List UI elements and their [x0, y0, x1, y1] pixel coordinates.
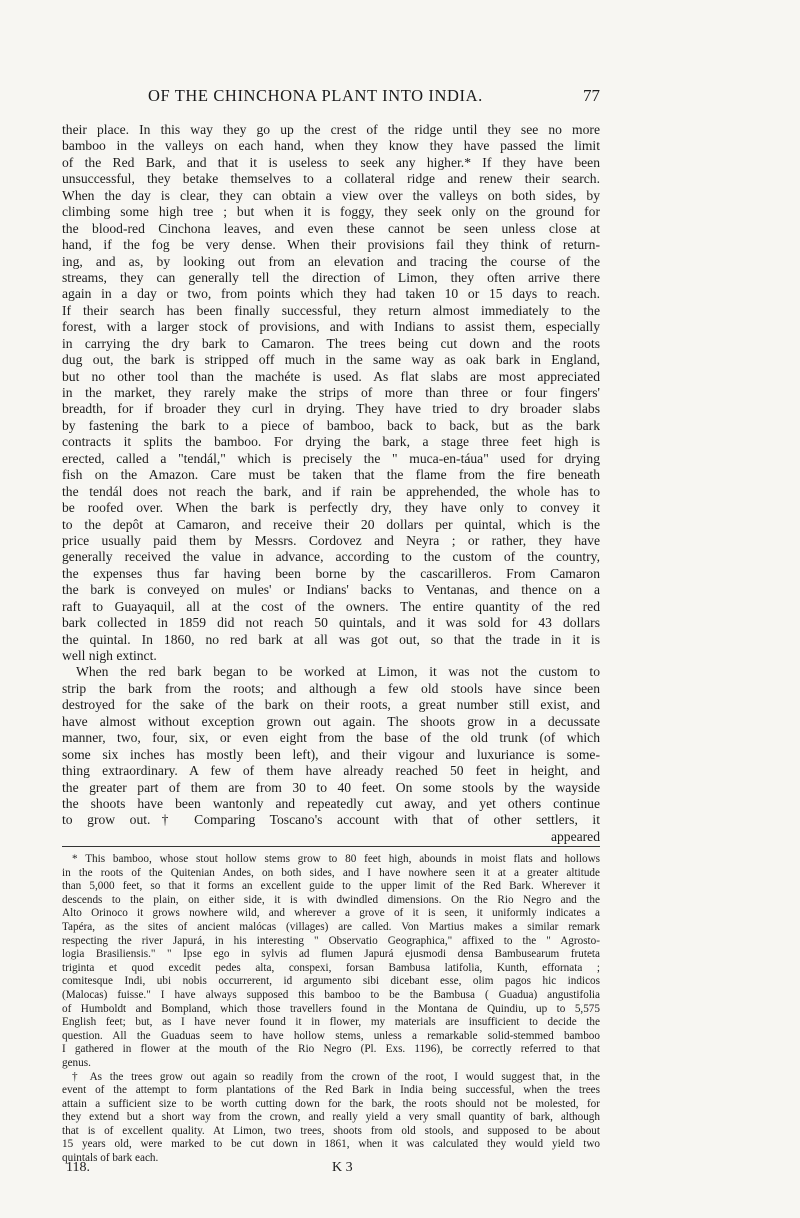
body-line: erected, called a "tendál," which is precisely the " muca-en-táua" used for drying — [62, 450, 600, 466]
body-line: strip the bark from the roots; and although a few old stools have since been — [62, 680, 600, 696]
footnote-line: comitesque Indi, ubi nobis occurrerent, id argumento sibi dicebant esse, olim pagos hic indicos — [62, 975, 600, 988]
footnote-line: English feet; but, as I have never found it in flower, my materials are insufficient to decide the — [62, 1016, 600, 1029]
page-number: 77 — [583, 86, 600, 105]
body-text — [62, 122, 600, 845]
body-line: raft to Guayaquil, all at the cost of the owners. The entire quantity of the red — [62, 598, 600, 614]
body-line: breadth, for if broader they curl in drying. They have tried to dry broader slabs — [62, 401, 600, 417]
body-line: some six inches has mostly been left), and their vigour and luxuriance is some- — [62, 746, 600, 762]
footnote-line: Tapéra, as the sites of ancient malócas (villages) are called. Von Martius makes a similar remark — [62, 920, 600, 933]
body-line: climbing some high tree ; but when it is foggy, they seek only on the ground for — [62, 204, 600, 220]
footnote-line: of Humboldt and Bompland, which those travellers found in the Montana de Quindiu, up to 5,575 — [62, 1002, 600, 1015]
body-line: the shoots have been wantonly and repeatedly cut away, and yet others continue — [62, 795, 600, 811]
body-line: fish on the Amazon. Care must be taken that the flame from the fire beneath — [62, 467, 600, 483]
body-line: be roofed over. When the bark is perfectly dry, they have only to convey it — [62, 500, 600, 516]
footnote-line: they extend but a short way from the crown, and really yield a very small quantity of bark, although — [62, 1111, 600, 1124]
body-line: ing, and as, by looking out from an elevation and tracing the course of the — [62, 253, 600, 269]
body-line: dug out, the bark is stripped off much in the same way as oak bark in England, — [62, 352, 600, 368]
body-line: price usually paid them by Messrs. Cordovez and Neyra ; or rather, they have — [62, 532, 600, 548]
body-line: the blood-red Cinchona leaves, and even these cannot be seen unless close at — [62, 220, 600, 236]
footnote-line: that is of excellent quality. At Limon, two trees, shoots from old stools, and supposed to be about — [62, 1124, 600, 1137]
footnote-line: I gathered in flower at the mouth of the Rio Negro (Pl. Exs. 1196), be correctly referred to that — [62, 1043, 600, 1056]
body-line: unsuccessful, they betake themselves to a collateral ridge and renew their search. — [62, 171, 600, 187]
footnote-line: quintals of bark each. — [62, 1152, 159, 1165]
body-line: the greater part of them are from 30 to 40 feet. On some stools by the wayside — [62, 779, 600, 795]
footnote-line: question. All the Guaduas seem to have hollow stems, unless a remarkable solid-stemmed bamboo — [62, 1029, 600, 1042]
body-line: in the market, they rarely make the strips of more than three or four fingers' — [62, 385, 600, 400]
body-line: hand, if the fog be very dense. When their provisions fail they think of return- — [62, 237, 600, 253]
body-line: forest, with a larger stock of provisions, and with Indians to assist them, especially — [62, 319, 600, 335]
body-line: in carrying the dry bark to Camaron. The trees being cut down and the roots — [62, 335, 600, 351]
signature-gathering: K 3 — [332, 1160, 353, 1175]
footnote-line: attain a sufficient size to be worth cutting down for the bark, the roots should not be molested, for — [62, 1097, 600, 1110]
body-line: appeared — [550, 828, 600, 844]
body-line: of the Red Bark, and that it is useless to seek any higher.* If they have been — [62, 154, 600, 170]
footnote-line: 15 years old, were marked to be cut down in 1861, when it was calculated they would yield two — [62, 1138, 600, 1151]
page-footer — [0, 1160, 800, 1178]
body-line: the quintal. In 1860, no red bark at all was got out, so that the trade in it is — [62, 631, 600, 647]
footnote-line: event of the attempt to form plantations of the Red Bark in India being successful, when the trees — [62, 1084, 600, 1097]
footnote-line: triginta et quod excedit pedes alta, conspexi, forsan Bambusa latifolia, Kunth, effornata ; — [62, 961, 600, 974]
footnote-line: * This bamboo, whose stout hollow stems grow to 80 feet high, abounds in moist flats and hollows — [72, 853, 600, 865]
footnote-line: than 5,000 feet, so that it forms an excellent guide to the upper limit of the Red Bark. Wherever it — [62, 880, 600, 893]
body-line: streams, they can generally tell the direction of Limon, they often arrive there — [62, 269, 600, 285]
body-line: well nigh extinct. — [62, 648, 157, 663]
body-line: When the day is clear, they can obtain a view over the valleys on both sides, by — [62, 187, 600, 203]
body-line: thing extraordinary. A few of them have already reached 50 feet in height, and — [62, 763, 600, 779]
body-line: bamboo in the valleys on each hand, when they know they have passed the limit — [62, 138, 600, 154]
body-line: again in a day or two, from points which they had taken 10 or 15 days to reach. — [62, 286, 600, 302]
body-line: their place. In this way they go up the crest of the ridge until they see no more — [62, 122, 600, 137]
running-title: OF THE CHINCHONA PLANT INTO INDIA. — [148, 86, 483, 105]
footnote-line: respecting the river Japurá, in his interesting " Observatio Geographica," affixed to the " Agrosto- — [62, 934, 600, 947]
body-line: destroyed for the sake of the bark on their roots, a great number still exist, and — [62, 697, 600, 713]
footnote-line: descends to the plain, on either side, it is with dwindled dimensions. On the Rio Negro and the — [62, 893, 600, 906]
signature-mark: 118. — [66, 1160, 90, 1175]
body-line: to grow out.† Comparing Toscano's account with that of other settlers, it — [62, 812, 600, 828]
footnotes — [62, 853, 600, 1166]
body-line: to the depôt at Camaron, and receive their 20 dollars per quintal, which is the — [62, 516, 600, 532]
body-line: bark collected in 1859 did not reach 50 quintals, and it was sold for 43 dollars — [62, 615, 600, 631]
footnote-line: † As the trees grow out again so readily from the crown of the root, I would suggest that, in the — [72, 1070, 600, 1083]
body-line: the tendál does not reach the bark, and if rain be apprehended, the whole has to — [62, 483, 600, 499]
footnote-line: Alto Orinoco it grows nowhere wild, and wherever a grove of it is seen, it uniformly indicates a — [62, 907, 600, 920]
body-line: When the red bark began to be worked at Limon, it was not the custom to — [76, 664, 600, 680]
body-line: the expenses thus far having been borne by the cascarilleros. From Camaron — [62, 565, 600, 581]
page-header — [0, 86, 800, 108]
body-line: If their search has been finally successful, they return almost immediately to the — [62, 302, 600, 318]
body-line: the bark is conveyed on mules' or Indians' backs to Ventanas, and thence on a — [62, 582, 600, 598]
footnote-line: genus. — [62, 1056, 91, 1069]
body-line: have almost without exception grown out again. The shoots grow in a decussate — [62, 713, 600, 729]
body-line: generally received the value in advance, according to the custom of the country, — [62, 549, 600, 565]
body-line: contracts it splits the bamboo. For drying the bark, a stage three feet high is — [62, 434, 600, 450]
body-line: manner, two, four, six, or even eight from the base of the old trunk (of which — [62, 730, 600, 746]
body-line: but no other tool than the machéte is used. As flat slabs are most appreciated — [62, 368, 600, 384]
body-line: by fastening the bark to a piece of bamboo, back to back, but as the bark — [62, 417, 600, 433]
footnote-line: (Malocas) fuisse." I have always supposed this bamboo to be the Bambusa ( Guadua) angustifolia — [62, 988, 600, 1001]
footnote-rule — [62, 846, 600, 847]
footnote-line: in the roots of the Quitenian Andes, on both sides, and I have nowhere seen it at a greater altitude — [62, 866, 600, 879]
footnote-line: logia Brasiliensis." " Ipse ego in sylvis ad flumen Japurá ejusmodi densa Bambusearum fruteta — [62, 948, 600, 961]
